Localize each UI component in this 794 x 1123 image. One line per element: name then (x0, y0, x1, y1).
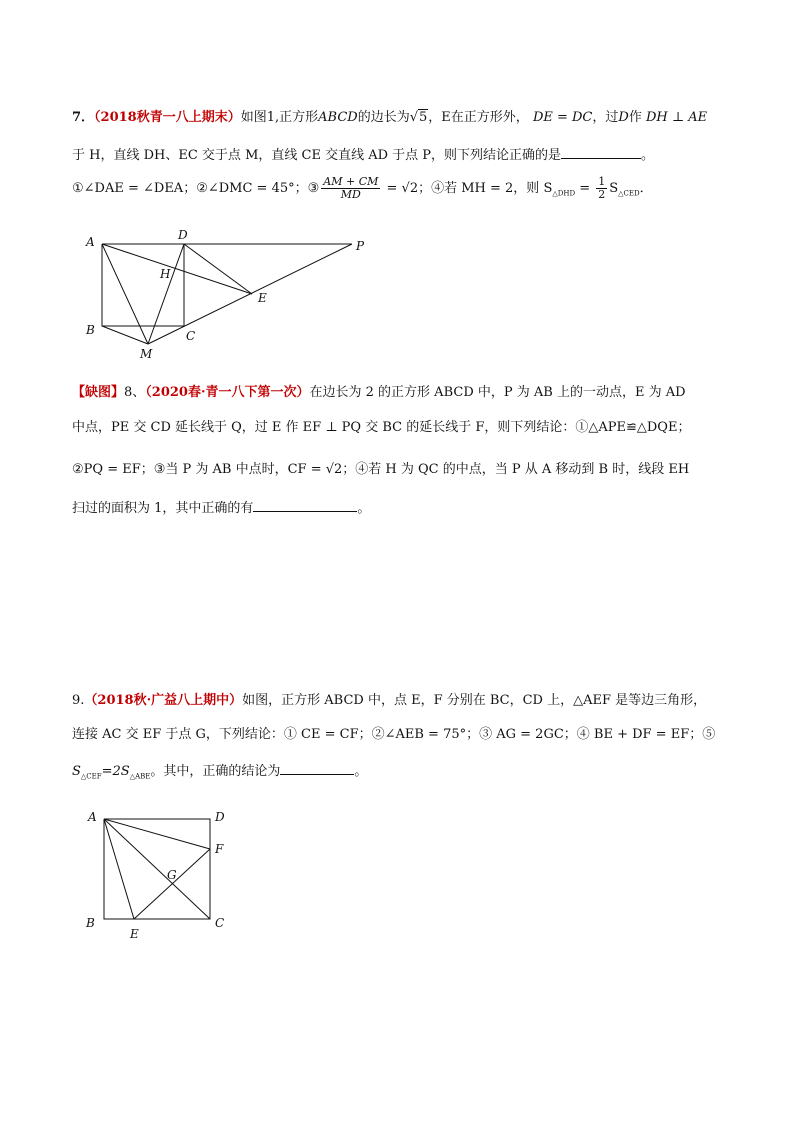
q9-subscript: △CEF (80, 772, 102, 781)
q9-subscript: △ABE (129, 772, 151, 781)
q9-line-AE (104, 819, 134, 919)
q8-line-2 (72, 418, 690, 438)
q7-figure (80, 226, 380, 366)
q7-label-C: C (186, 329, 196, 343)
q9-label-B: B (86, 916, 95, 930)
q7-text: 。 (641, 148, 655, 163)
q9-text: 连接 AC 交 EF 于点 G，下列结论：① CE = CF；②∠AEB = 75°；③ AG = 2GC；④ BE + DF = EF；⑤ (72, 727, 716, 742)
fraction-numerator: 1 (598, 175, 606, 188)
q9-number: 9. (72, 693, 85, 708)
q9-text: 如图，正方形 ABCD 中，点 E，F 分别在 BC，CD 上，△AEF 是等边三角形， (242, 693, 707, 708)
q9-line-3 (72, 760, 367, 787)
q8-text: 。 (357, 501, 371, 516)
q8-line-1 (72, 383, 686, 403)
q8-text: 扫过的面积为 1，其中正确的有 (72, 501, 254, 516)
q7-text: 于 H，直线 DH、EC 交于点 M，直线 CE 交直线 AD 于点 P，则下列结论正确的是 (72, 148, 562, 163)
q8-text: 中点，PE 交 CD 延长线于 Q，过 E 作 EF ⊥ PQ 交 BC 的延长线于 F，则下列结论：①△APE≌△DQE； (72, 420, 691, 435)
q8-line-3 (72, 460, 689, 480)
q7-text: ①∠DAE = ∠DEA；②∠DMC = 45°；③ (72, 181, 320, 196)
q7-subscript: △DHD (552, 189, 576, 198)
q7-math: DE = DC (532, 110, 593, 125)
q7-line-3 (72, 176, 653, 204)
q8-text: 在边长为 2 的正方形 ABCD 中，P 为 AB 上的一动点，E 为 AD (309, 385, 686, 400)
q9-text: 。其中，正确的结论为 (150, 764, 281, 779)
q7-subscript: △CED (618, 189, 640, 198)
q7-text: ABCD (318, 110, 358, 125)
fraction-denominator: 2 (598, 188, 606, 201)
q7-text: ，过 (592, 110, 619, 125)
fraction-denominator: MD (340, 188, 361, 201)
q7-label-P: P (356, 239, 365, 253)
q7-label-H: H (160, 267, 171, 281)
q7-text: 如图1,正方形 (240, 110, 319, 125)
answer-blank[interactable] (253, 497, 357, 512)
q7-text: ，E在正方形外， (428, 110, 529, 125)
q7-label-B: B (86, 323, 95, 337)
q8-line-4 (72, 497, 370, 519)
q7-sqrt: 5 (419, 110, 428, 125)
q9-label-C: C (215, 916, 225, 930)
q9-text: 。 (354, 764, 368, 779)
answer-blank[interactable] (561, 144, 641, 159)
q7-line-1: 7．（2018秋青一八上期末）如图1,正方形ABCD的边长为√5，E在正方形外， DE = DC，过D作 DH ⊥ AE (72, 110, 708, 125)
q7-label-M: M (140, 347, 153, 361)
answer-blank[interactable] (280, 760, 354, 775)
q7-line-DE (184, 244, 252, 294)
q9-math: S (72, 764, 81, 779)
q9-math: =2S (101, 764, 130, 779)
q7-label-D: D (178, 228, 188, 242)
q8-missing-figure-tag: 【缺图】 (72, 385, 125, 400)
q8-text: ②PQ = EF；③当 P 为 AB 中点时，CF = √2；④若 H 为 QC 的中点，当 P 从 A 移动到 B 时，线段 EH (72, 462, 690, 477)
q9-label-D: D (215, 810, 225, 824)
q8-source: （2020春·青一八下第一次） (145, 385, 310, 400)
q9-label-F: F (215, 842, 224, 856)
q9-figure (82, 805, 242, 945)
q7-line-2 (72, 144, 654, 166)
q7-square (102, 244, 184, 326)
q7-text: ． (639, 181, 653, 196)
q7-text: 的边长为 (357, 110, 410, 125)
q7-math: DH ⊥ AE (646, 110, 708, 125)
q7-text: 作 (628, 110, 642, 125)
q7-label-E: E (258, 291, 267, 305)
q7-source: （2018秋青一八上期末） (94, 110, 241, 125)
q7-text: S (609, 181, 619, 196)
q7-half (596, 176, 607, 201)
q7-fraction (321, 176, 380, 201)
q9-line-2 (72, 725, 715, 745)
q7-line-AE (102, 244, 252, 294)
q9-label-A: A (88, 810, 97, 824)
q7-number: 7． (72, 110, 95, 125)
q9-source: （2018秋·广益八上期中） (84, 693, 243, 708)
q8-number: 8、 (124, 385, 146, 400)
fraction-numerator: AM + CM (323, 175, 379, 188)
q7-label-A: A (86, 235, 95, 249)
q7-math: D (618, 110, 629, 125)
q7-text: = √2；④若 MH = 2，则 S (382, 181, 553, 196)
q9-label-E: E (130, 927, 139, 941)
q9-line-1 (72, 691, 706, 711)
q9-label-G: G (167, 868, 177, 882)
q7-text: = (575, 181, 595, 196)
